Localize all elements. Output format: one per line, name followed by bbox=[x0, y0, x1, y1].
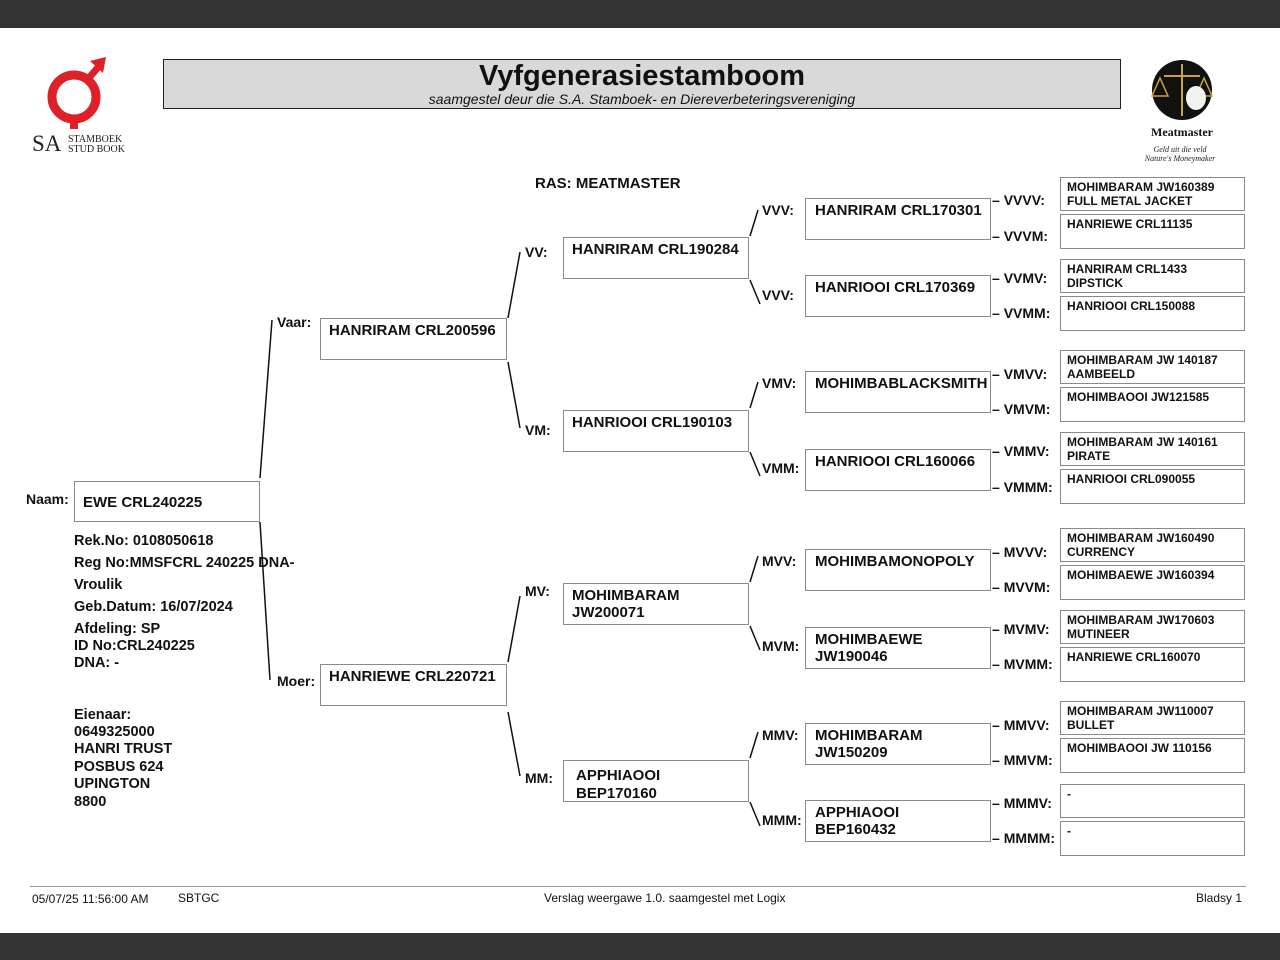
gen3-label: VMM: bbox=[762, 460, 800, 476]
gen3-box: MOHIMBARAM JW150209 bbox=[805, 723, 991, 765]
page-title: Vyfgenerasiestamboom bbox=[478, 60, 806, 92]
dna: DNA: - bbox=[74, 655, 120, 671]
gen4-label: – VMVV: bbox=[992, 366, 1048, 382]
sire-box: HANRIRAM CRL200596 bbox=[320, 318, 507, 360]
dam-label: Moer: bbox=[277, 673, 316, 689]
gen4-label: – VVVV: bbox=[992, 192, 1045, 208]
gen3-label: VVV: bbox=[762, 287, 794, 303]
gen4-box: HANRIEWE CRL11135 bbox=[1060, 214, 1245, 249]
gen4-label: – VMMM: bbox=[992, 479, 1053, 495]
gen4-box: HANRIRAM CRL1433 DIPSTICK bbox=[1060, 259, 1245, 293]
owner-town: UPINGTON bbox=[74, 776, 151, 792]
gen2-box: HANRIRAM CRL190284 bbox=[563, 237, 749, 279]
gen4-box: HANRIEWE CRL160070 bbox=[1060, 647, 1245, 682]
gen4-label: – MVMM: bbox=[992, 656, 1053, 672]
gen4-label: – MVVV: bbox=[992, 544, 1048, 560]
viewer-bottom-bar bbox=[0, 933, 1280, 960]
gen4-label: – MMMV: bbox=[992, 795, 1052, 811]
meatmaster-tagline bbox=[1136, 145, 1224, 163]
gen4-label: – VMMV: bbox=[992, 443, 1050, 459]
owner-label: Eienaar: bbox=[74, 707, 132, 723]
footer-report: Verslag weergawe 1.0. saamgestel met Logix bbox=[544, 891, 786, 905]
gen3-box: HANRIOOI CRL160066 bbox=[805, 449, 991, 491]
meatmaster-wordmark: Meatmaster bbox=[1151, 125, 1213, 139]
gen3-label: MVV: bbox=[762, 553, 797, 569]
gen4-box: MOHIMBARAM JW160490 CURRENCY bbox=[1060, 528, 1245, 562]
owner-name: HANRI TRUST bbox=[74, 741, 173, 757]
gen2-box: APPHIAOOI BEP170160 bbox=[563, 760, 749, 802]
section: Afdeling: SP bbox=[74, 621, 161, 637]
breed-label: RAS: MEATMASTER bbox=[535, 175, 681, 192]
owner-po-box: POSBUS 624 bbox=[74, 759, 164, 775]
gen3-label: MMM: bbox=[762, 812, 802, 828]
footer-timestamp: 05/07/25 11:56:00 AM bbox=[32, 892, 149, 906]
gen3-box: HANRIRAM CRL170301 bbox=[805, 198, 991, 240]
gen3-label: MMV: bbox=[762, 727, 799, 743]
id-no: ID No:CRL240225 bbox=[74, 638, 195, 654]
gen3-label: VVV: bbox=[762, 202, 794, 218]
name-label: Naam: bbox=[26, 491, 69, 507]
studbook-text: STUD BOOK bbox=[68, 144, 125, 155]
animal-name-box: EWE CRL240225 bbox=[74, 481, 260, 522]
sire-label: Vaar: bbox=[277, 314, 312, 330]
title-box bbox=[163, 59, 1121, 109]
footer-page: Bladsy 1 bbox=[1196, 891, 1243, 905]
reg-no: Reg No:MMSFCRL 240225 DNA- bbox=[74, 555, 295, 571]
gen4-label: – MMVM: bbox=[992, 752, 1053, 768]
gen4-box: MOHIMBAOOI JW121585 bbox=[1060, 387, 1245, 422]
gen4-label: – MVMV: bbox=[992, 621, 1050, 637]
gen4-box: HANRIOOI CRL090055 bbox=[1060, 469, 1245, 504]
gen4-box: - bbox=[1060, 821, 1245, 856]
gen3-box: HANRIOOI CRL170369 bbox=[805, 275, 991, 317]
gen3-box: MOHIMBAMONOPOLY bbox=[805, 549, 991, 591]
sa-letters: SA bbox=[32, 131, 62, 156]
gen4-label: – VMVM: bbox=[992, 401, 1051, 417]
gen4-box: MOHIMBARAM JW110007 BULLET bbox=[1060, 701, 1245, 735]
owner-code: 8800 bbox=[74, 794, 107, 810]
gen4-label: – MVVM: bbox=[992, 579, 1051, 595]
gen4-box: MOHIMBARAM JW170603 MUTINEER bbox=[1060, 610, 1245, 644]
gen4-box: MOHIMBARAM JW 140187 AAMBEELD bbox=[1060, 350, 1245, 384]
dam-box: HANRIEWE CRL220721 bbox=[320, 664, 507, 706]
gen4-box: - bbox=[1060, 784, 1245, 818]
gen2-label: MV: bbox=[525, 583, 550, 599]
gen3-box: APPHIAOOI BEP160432 bbox=[805, 800, 991, 842]
gen4-box: HANRIOOI CRL150088 bbox=[1060, 296, 1245, 331]
gen2-box: HANRIOOI CRL190103 bbox=[563, 410, 749, 452]
gen4-label: – VVMM: bbox=[992, 305, 1051, 321]
owner-number: 0649325000 bbox=[74, 724, 155, 740]
gen4-label: – VVMV: bbox=[992, 270, 1048, 286]
gen4-label: – MMVV: bbox=[992, 717, 1050, 733]
sex: Vroulik bbox=[74, 577, 123, 593]
gen4-box: MOHIMBARAM JW 140161 PIRATE bbox=[1060, 432, 1245, 466]
tagline-english: Nature's Moneymaker bbox=[1144, 154, 1216, 163]
tagline-afrikaans: Geld uit die veld bbox=[1153, 145, 1207, 154]
gen2-box: MOHIMBARAM JW200071 bbox=[563, 583, 749, 625]
rek-no: Rek.No: 0108050618 bbox=[74, 533, 214, 549]
gen4-box: MOHIMBARAM JW160389 FULL METAL JACKET bbox=[1060, 177, 1245, 211]
footer-code: SBTGC bbox=[178, 891, 220, 905]
gen3-label: MVM: bbox=[762, 638, 800, 654]
gen3-box: MOHIMBABLACKSMITH bbox=[805, 371, 991, 413]
page-subtitle: saamgestel deur die S.A. Stamboek- en Diereverbeteringsvereniging bbox=[428, 91, 856, 107]
viewer-top-bar bbox=[0, 0, 1280, 28]
gen4-label: – VVVM: bbox=[992, 228, 1049, 244]
birth-date: Geb.Datum: 16/07/2024 bbox=[74, 599, 233, 615]
gen2-label: VV: bbox=[525, 244, 548, 260]
gen4-box: MOHIMBAOOI JW 110156 bbox=[1060, 738, 1245, 773]
gen4-label: – MMMM: bbox=[992, 830, 1055, 846]
gen2-label: MM: bbox=[525, 770, 553, 786]
gen3-label: VMV: bbox=[762, 375, 797, 391]
stamboek-text: STAMBOEK bbox=[68, 134, 123, 145]
gen2-label: VM: bbox=[525, 422, 551, 438]
footer-divider bbox=[30, 886, 1246, 887]
gen3-box: MOHIMBAEWE JW190046 bbox=[805, 627, 991, 669]
gen4-box: MOHIMBAEWE JW160394 bbox=[1060, 565, 1245, 600]
